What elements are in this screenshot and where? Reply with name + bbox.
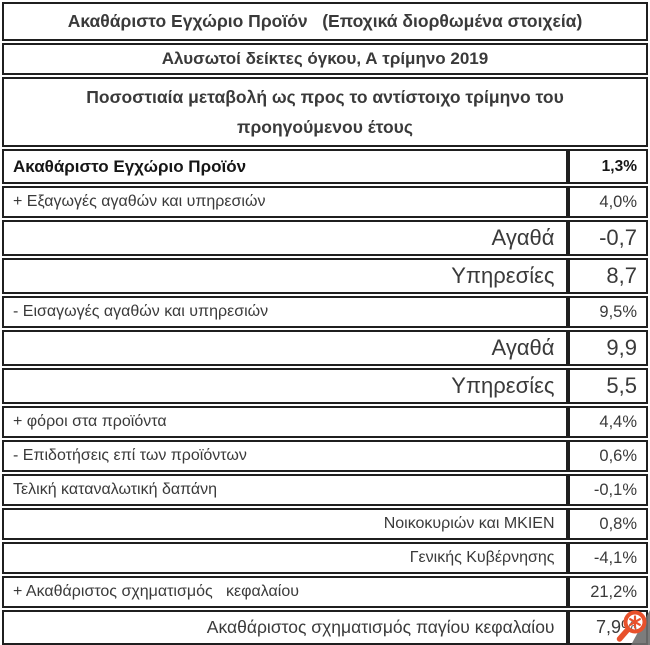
row-value: 1,3%	[568, 149, 649, 184]
table-row	[2, 330, 648, 366]
row-value: 9,9	[568, 330, 649, 366]
row-label: + Ακαθάριστος σχηματισμός κεφαλαίου	[2, 576, 568, 608]
row-label: Τελική καταναλωτική δαπάνη	[2, 474, 568, 506]
row-label: Αγαθά	[2, 220, 568, 256]
table-row	[2, 610, 648, 645]
table-row	[2, 220, 648, 256]
row-value: -4,1%	[568, 542, 649, 574]
table-subtitle-row	[2, 43, 648, 75]
row-label: Νοικοκυριών και ΜΚΙΕΝ	[2, 508, 568, 540]
row-label: - Επιδοτήσεις επί των προϊόντων	[2, 440, 568, 472]
table-subtitle: Αλυσωτοί δείκτες όγκου, Α τρίμηνο 2019	[2, 43, 648, 75]
row-label: Υπηρεσίες	[2, 258, 568, 294]
row-label: + Εξαγωγές αγαθών και υπηρεσιών	[2, 186, 568, 218]
row-value: -0,1%	[568, 474, 649, 506]
row-label: Ακαθάριστο Εγχώριο Προϊόν	[2, 149, 568, 184]
row-value: 4,4%	[568, 406, 649, 438]
row-value: 9,5%	[568, 296, 649, 328]
row-label: Ακαθάριστος σχηματισμός παγίου κεφαλαίου	[2, 610, 568, 645]
table-title	[2, 2, 648, 41]
table-note-text: Ποσοστιαία μεταβολή ως προς το αντίστοιχο τρίμηνο του προηγούμενου έτους	[86, 87, 569, 137]
row-value: 7,9%	[568, 610, 649, 645]
row-value: -0,7	[568, 220, 649, 256]
table-row	[2, 296, 648, 328]
table-row	[2, 440, 648, 472]
row-label: Αγαθά	[2, 330, 568, 366]
row-label: + φόροι στα προϊόντα	[2, 406, 568, 438]
row-value: 5,5	[568, 368, 649, 404]
table-note-row	[2, 77, 648, 147]
row-value: 0,8%	[568, 508, 649, 540]
table-title-text: Ακαθάριστο Εγχώριο Προϊόν (Εποχικά διορθωμένα στοιχεία)	[67, 11, 583, 31]
table-note	[2, 77, 648, 147]
zoom-image-icon[interactable]	[612, 606, 650, 645]
table-row	[2, 149, 648, 184]
table-row	[2, 258, 648, 294]
table-row	[2, 186, 648, 218]
table-row	[2, 508, 648, 540]
row-value: 21,2%	[568, 576, 649, 608]
table-row	[2, 542, 648, 574]
row-label: Γενικής Κυβέρνησης	[2, 542, 568, 574]
table-row	[2, 576, 648, 608]
row-value: 4,0%	[568, 186, 649, 218]
row-value: 8,7	[568, 258, 649, 294]
row-label: - Εισαγωγές αγαθών και υπηρεσιών	[2, 296, 568, 328]
table-row	[2, 474, 648, 506]
row-label: Υπηρεσίες	[2, 368, 568, 404]
table-title-row	[2, 2, 648, 41]
table-body	[2, 149, 648, 645]
gdp-table	[2, 0, 648, 645]
table-row	[2, 406, 648, 438]
row-value: 0,6%	[568, 440, 649, 472]
table-row	[2, 368, 648, 404]
